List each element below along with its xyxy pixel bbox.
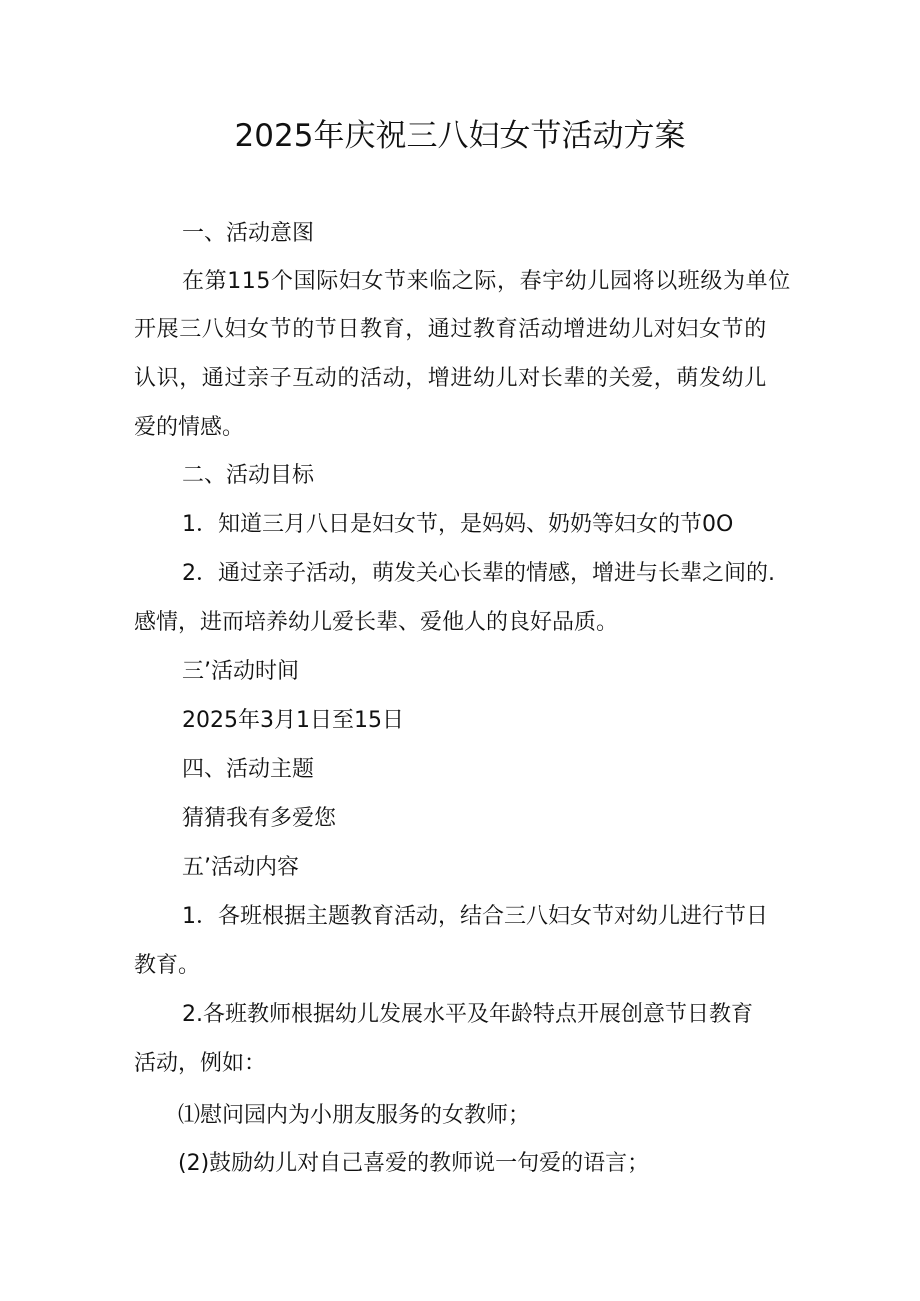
paragraph-line: 爱的情感。 (134, 415, 245, 440)
paragraph-line: 在第115个国际妇女节来临之际，春宇幼儿园将以班级为单位 (182, 269, 791, 294)
list-item: 1．知道三月八日是妇女节，是妈妈、奶奶等妇女的节0O (182, 512, 734, 537)
sub-list-item: ⑴慰问园内为小朋友服务的女教师； (178, 1103, 531, 1128)
section-heading-content: 五’活动内容 (182, 855, 299, 880)
section-heading-time: 三’活动时间 (182, 659, 299, 684)
list-item: 2．通过亲子活动，萌发关心长辈的情感，增进与长辈之间的. (182, 561, 775, 586)
document-title: 2025年庆祝三八妇女节活动方案 (234, 118, 686, 154)
section-heading-intent: 一、活动意图 (182, 221, 315, 246)
paragraph-line: 教育。 (134, 953, 201, 978)
paragraph-line: 认识，通过亲子互动的活动，增进幼儿对长辈的关爱，萌发幼儿 (134, 366, 767, 391)
list-item: 1．各班根据主题教育活动，结合三八妇女节对幼儿进行节日 (182, 904, 768, 929)
section-heading-theme: 四、活动主题 (182, 757, 315, 782)
paragraph-line: 感情，进而培养幼儿爱长辈、爱他人的良好品质。 (134, 610, 619, 635)
section-heading-goals: 二、活动目标 (182, 463, 315, 488)
activity-theme: 猜猜我有多爱您 (182, 806, 337, 831)
list-item: 2.各班教师根据幼儿发展水平及年龄特点开展创意节日教育 (182, 1002, 753, 1027)
paragraph-line: 开展三八妇女节的节日教育，通过教育活动增进幼儿对妇女节的 (134, 317, 767, 342)
paragraph-line: 活动，例如： (134, 1051, 267, 1076)
activity-date: 2025年3月1日至15日 (182, 708, 404, 733)
sub-list-item: (2)鼓励幼儿对自己喜爱的教师说一句爱的语言； (178, 1151, 650, 1176)
